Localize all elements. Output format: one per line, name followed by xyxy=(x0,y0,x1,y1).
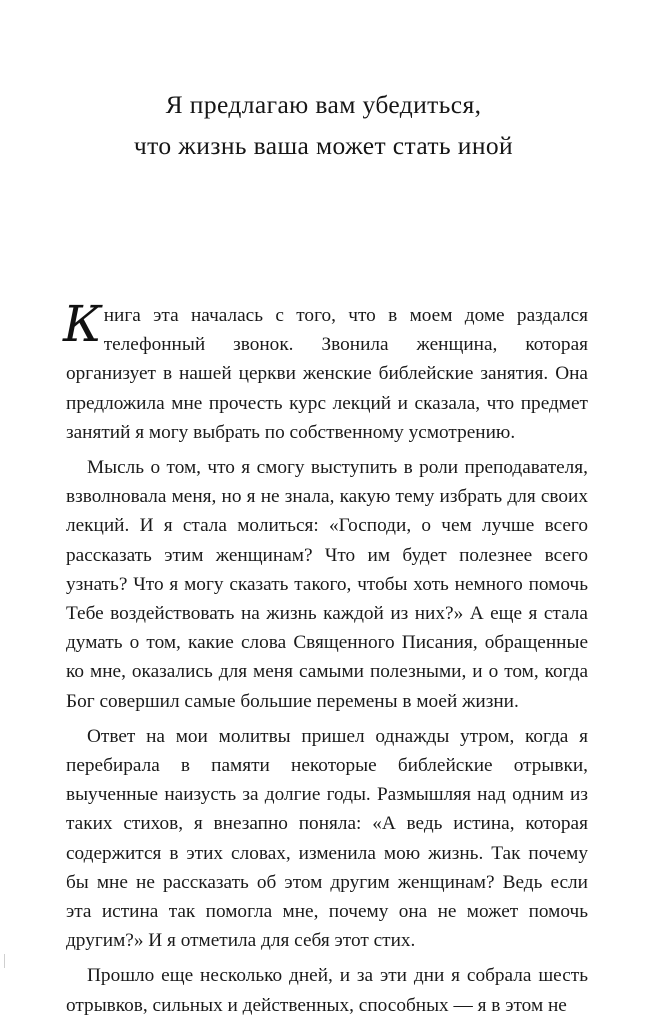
body-text xyxy=(63,295,588,1026)
paragraph-3: Ответ на мои молитвы пришел однажды утром, когда я перебирала в памяти некоторые библейские отрывки, выученные наизусть за долгие годы. Размышляя над одним из таких стихов, я внезапно поняла: «А ведь истина, которая содержится в этих словах, изменила мою жизнь. Так почему бы мне не рассказать об этом другим женщинам? Ведь если эта истина так помогла мне, почему она не может помочь другим?» И я отметила для себя этот стих. xyxy=(66,725,588,952)
paragraph-1 xyxy=(63,295,588,447)
scan-edge-mark xyxy=(4,954,11,968)
drop-cap: К xyxy=(63,295,102,353)
chapter-heading-line-2: что жизнь ваша может стать иной xyxy=(133,131,514,160)
paragraph-4: Прошло еще несколько дней, и за эти дни я собрала шесть отрывков, сильных и действенных, способных — я в этом не xyxy=(66,965,588,1016)
paragraph-2: Мысль о том, что я смогу выступить в роли преподавателя, взволновала меня, но я не знала, какую тему избрать для своих лекций. И я стала молиться: «Господи, о чем лучше всего рассказать этим женщинам? Что им будет полезнее всего узнать? Что я могу сказать такого, чтобы хоть немного помочь Тебе воздействовать на жизнь каждой из них?» А еще я стала думать о том, какие слова Священного Писания, обращенные ко мне, оказались для меня самыми полезными, и о том, когда Бог совершил самые большие перемены в моей жизни. xyxy=(66,457,588,712)
chapter-heading xyxy=(40,84,607,166)
chapter-heading-line-1: Я предлагаю вам убедиться, xyxy=(165,90,482,119)
paragraph-1-text: нига эта началась с того, что в моем доме раздался телефонный звонок. Звонила женщина, которая организует в нашей церкви женские библейские занятия. Она предложила мне прочесть курс лекций и сказала, что предмет занятий я могу выбрать по собственному усмотрению. xyxy=(66,305,588,443)
